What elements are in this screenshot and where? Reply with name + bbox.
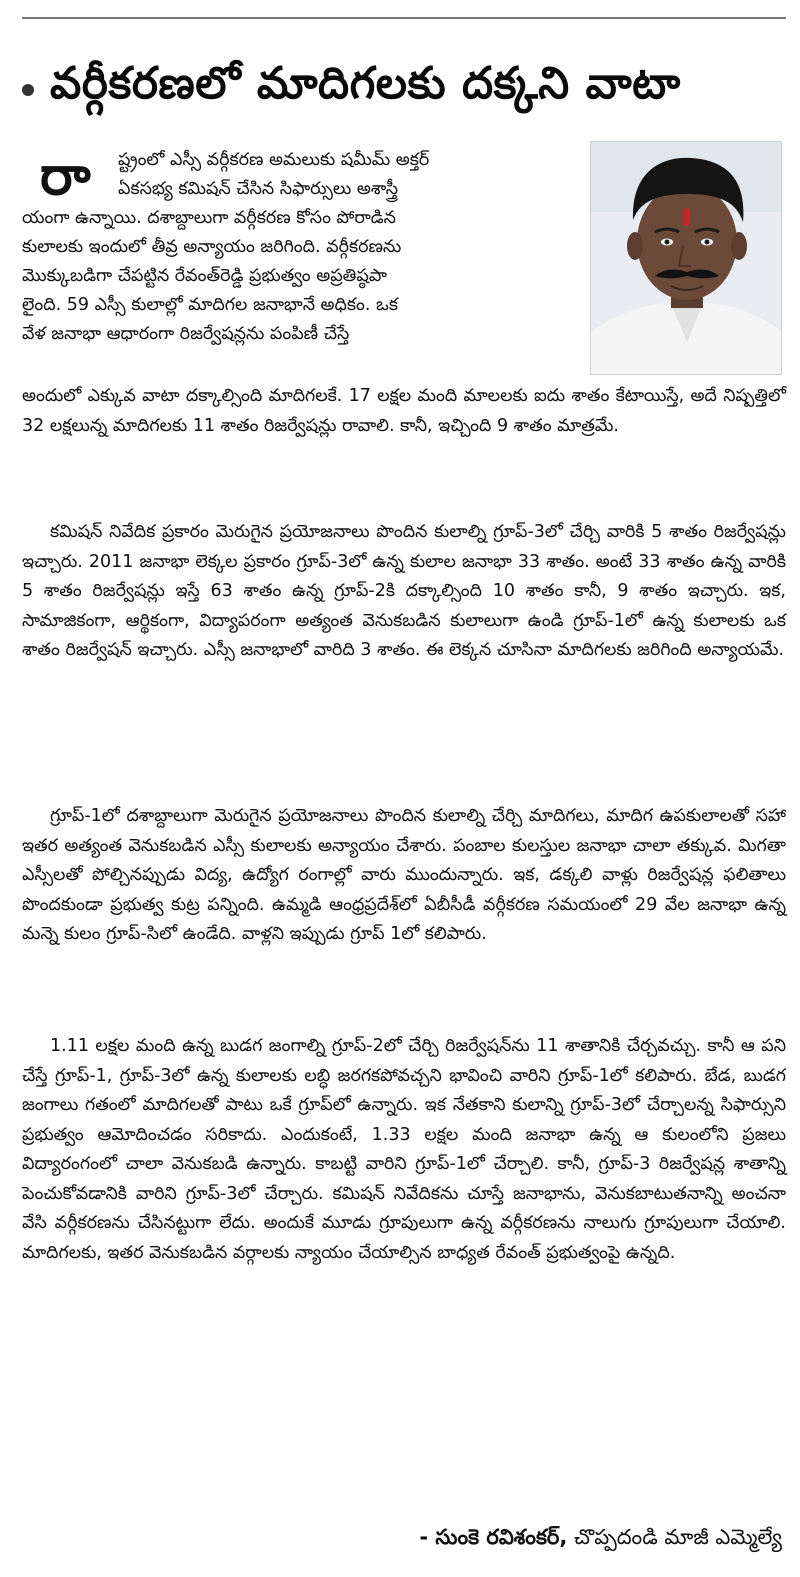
author-name: - సుంకె రవిశంకర్, (419, 1525, 568, 1549)
author-role: చొప్పదండి మాజీ ఎమ్మెల్యే (574, 1525, 782, 1549)
headline-bullet-icon (22, 84, 34, 96)
face-shape (637, 184, 737, 300)
top-divider (22, 17, 786, 19)
lead-line-6: లైంది. 59 ఎస్సీ కులాల్లో మాదిగల జనాభానే అధికం. ఒక (22, 295, 398, 315)
right-pupil (705, 240, 710, 245)
lead-line-3: యంగా ఉన్నాయి. దశాబ్దాలుగా వర్గీకరణ కోసం పోరాడిన (22, 208, 396, 228)
headline-block (22, 44, 792, 134)
left-ear (627, 232, 643, 260)
paragraph-3: గ్రూప్-1లో దశాబ్దాలుగా మెరుగైన ప్రయోజనాలు పొందిన కులాల్ని చేర్చి మాదిగలు, మాదిగ ఉపకులాలతో సహా ఇతర అత్యంత వెనుకబడిన ఎస్సీ కులాలకు అన్యాయం చేశారు. పంబాల కులస్తుల జనాభా చాలా తక్కువ. మిగతా ఎస్సీలతో పోల్చినప్పుడు విద్య, ఉద్యోగ రంగాల్లో వారు ముందున్నారు. ఇక, డక్కలి వాళ్లు రిజర్వేషన్ల ఫలితాలు పొందకుండా ప్రభుత్వ కుట్ర పన్నింది. ఉమ్మడి ఆంధ్రప్రదేశ్‌లో ఏబీసీడీ వర్గీకరణ సమయంలో 29 వేల జనాభా ఉన్న మన్నె కులం గ్రూప్-సిలో ఉండేది. వాళ్లని ఇప్పుడు గ్రూప్ 1లో కలిపారు. (22, 806, 786, 944)
lead-line-2: ఏకసభ్య కమిషన్ చేసిన సిఫార్సులు అశాస్త్రీ (118, 179, 399, 199)
left-pupil (665, 240, 670, 245)
tilak-mark (683, 208, 690, 226)
right-ear (731, 232, 747, 260)
paragraph-4: 1.11 లక్షల మంది ఉన్న బుడగ జంగాల్ని గ్రూప్-2లో చేర్చి రిజర్వేషన్‌ను 11 శాతానికి చేర్చవచ్చు. కానీ ఆ పని చేస్తే గ్రూప్-1, గ్రూప్-3లో ఉన్న కులాలకు లబ్ధి జరగకపోవచ్చని భావించి వారిని గ్రూప్-1లో కలిపారు. బేడ, బుడగ జంగాలు గతంలో మాదిగలతో పాటు ఒకే గ్రూప్‌లో ఉన్నారు. ఇక నేతకాని కులాన్ని గ్రూప్-3లో చేర్చాలన్న సిఫార్సుని ప్రభుత్వం ఆమోదించడం సరికాదు. ఎందుకంటే, 1.33 లక్షల మంది జనాభా ఉన్న ఆ కులంలోని ప్రజలు విద్యారంగంలో చాలా వెనుకబడి ఉన్నారు. కాబట్టి వారిని గ్రూప్-1లో చేర్చాలి. కానీ, గ్రూప్-3 రిజర్వేషన్ల శాతాన్ని పెంచుకోవడానికి వారిని గ్రూప్-3లో చేర్చారు. కమిషన్ నివేదికను చూస్తే జనాభాను, వెనుకబాటుతనాన్ని అంచనా వేసి వర్గీకరణను చేసినట్టుగా లేదు. అందుకే మూడు గ్రూపులుగా ఉన్న వర్గీకరణను నాలుగు గ్రూపులుగా చేయాలి. మాదిగలకు, ఇతర వెనుకబడిన వర్గాలకు న్యాయం చేయాల్సిన బాధ్యత రేవంత్ ప్రభుత్వంపై ఉన్నది. (22, 1036, 786, 1263)
lead-line-7: వేళ జనాభా ఆధారంగా రిజర్వేషన్లను పంపిణీ చేస్తే (22, 324, 350, 344)
author-photo (590, 141, 782, 375)
drop-cap: రా (40, 143, 91, 207)
lead-line-5: మొక్కుబడిగా చేపట్టిన రేవంత్‌రెడ్డి ప్రభుత్వం అప్రతిష్ఠపా (22, 266, 387, 286)
lead-line-1: ష్ట్రంలో ఎస్సీ వర్గీకరణ అమలుకు షమీమ్ అక్తర్ (118, 150, 430, 170)
article-headline: వర్గీకరణలో మాదిగలకు దక్కని వాటా (50, 58, 681, 109)
paragraph-1-continuation: అందులో ఎక్కువ వాటా దక్కాల్సింది మాదిగలకే. 17 లక్షల మంది మాలలకు ఐదు శాతం కేటాయిస్తే, అదే నిష్పత్తిలో 32 లక్షలున్న మాదిగలకు 11 శాతం రిజర్వేషన్లు రావాలి. కానీ, ఇచ్చింది 9 శాతం మాత్రమే. (22, 386, 786, 436)
author-signature (419, 1520, 782, 1554)
portrait-photo-icon (591, 142, 782, 375)
paragraph-2: కమిషన్ నివేదిక ప్రకారం మెరుగైన ప్రయోజనాలు పొందిన కులాల్ని గ్రూప్-3లో చేర్చి వారికి 5 శాతం రిజర్వేషన్లు ఇచ్చారు. 2011 జనాభా లెక్కల ప్రకారం గ్రూప్-3లో ఉన్న కులాల జనాభా 33 శాతం. అంటే 33 శాతం ఉన్న వారికి 5 శాతం రిజర్వేషన్లు ఇస్తే 63 శాతం ఉన్న గ్రూప్-2కి దక్కాల్సింది 10 శాతం కానీ, 9 శాతం ఇచ్చారు. ఇక, సామాజికంగా, ఆర్థికంగా, విద్యాపరంగా అత్యంత వెనుకబడిన కులాలుగా ఉండి గ్రూప్-1లో ఉన్న కులాలకు ఒక శాతం రిజర్వేషన్ ఇచ్చారు. ఎస్సీ జనాభాలో వారిది 3 శాతం. ఈ లెక్కన చూసినా మాదిగలకు జరిగింది అన్యాయమే. (22, 522, 786, 660)
lead-line-4: కులాలకు ఇందులో తీవ్ర అన్యాయం జరిగింది. వర్గీకరణను (22, 237, 402, 257)
